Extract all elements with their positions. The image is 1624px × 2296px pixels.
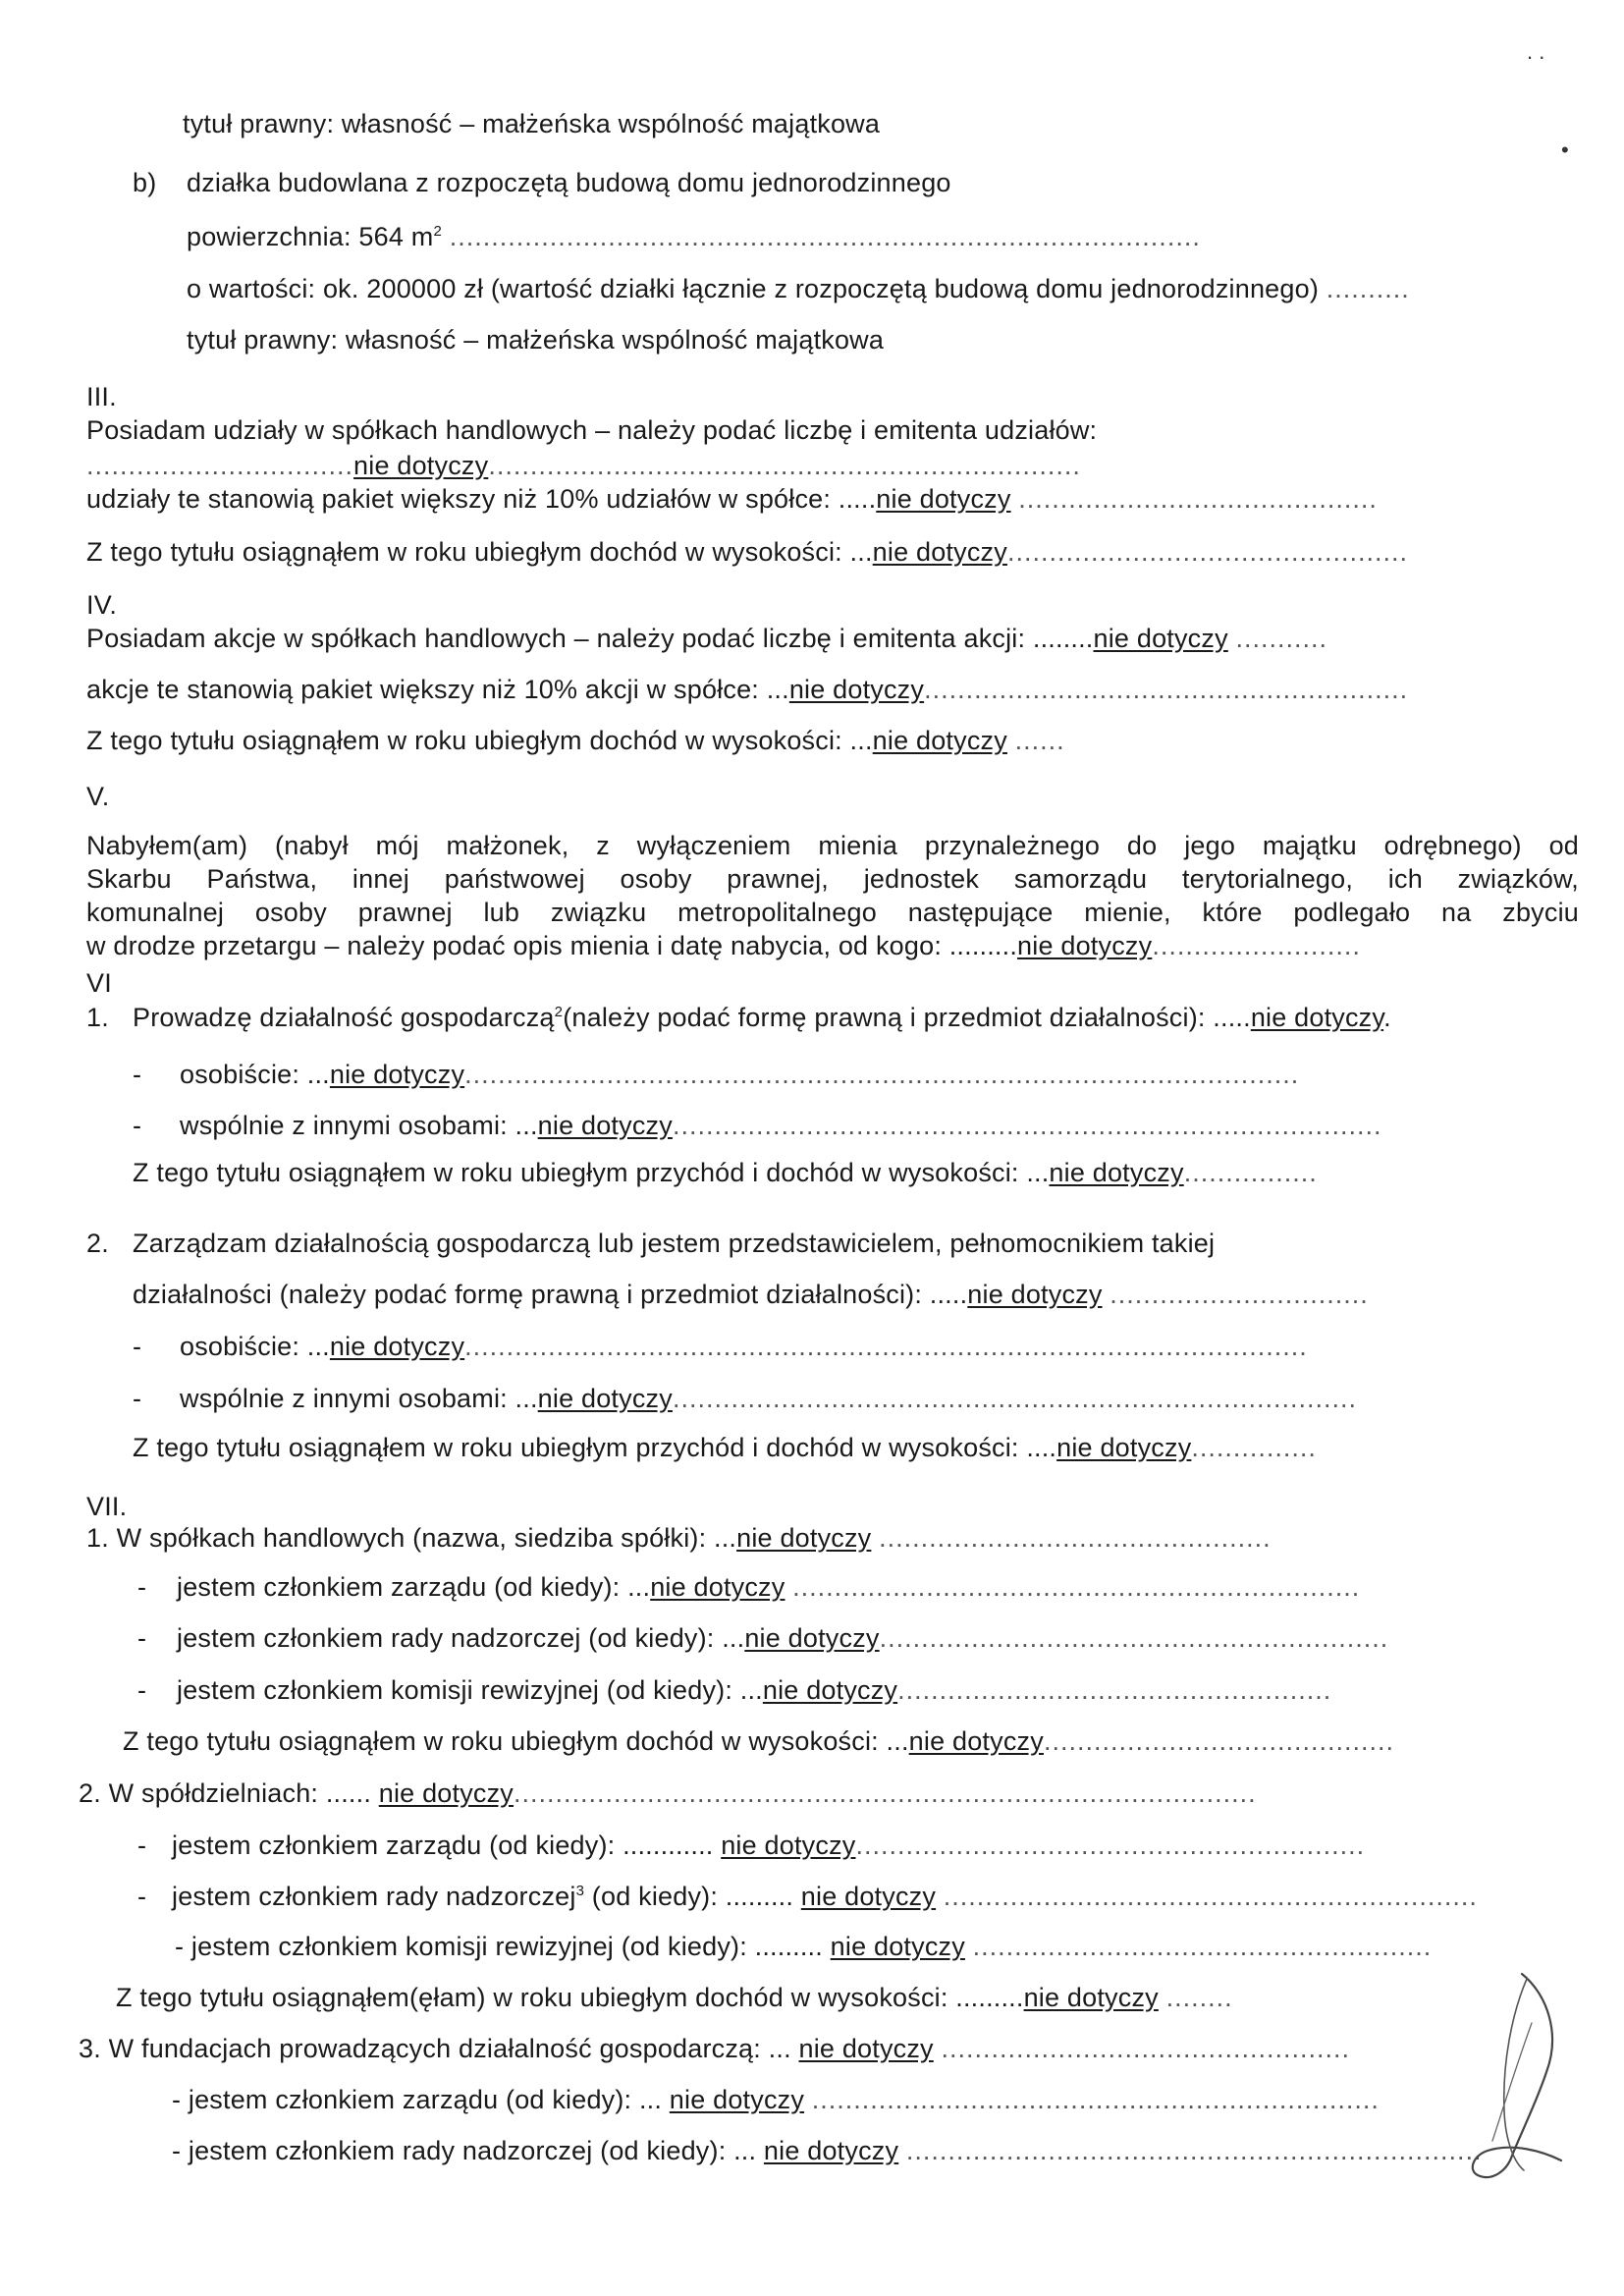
dash: - bbox=[137, 1623, 147, 1653]
section-7-foundations-supervisory: - jestem członkiem rady nadzorczej (od kiedy): ... nie dotyczy ..................................................................... bbox=[172, 2136, 1483, 2165]
section-4-line3: Z tego tytułu osiągnąłem w roku ubiegłym dochód w wysokości: ...nie dotyczy ...... bbox=[86, 726, 1065, 755]
dash: - bbox=[137, 1831, 147, 1860]
section-4-line1: Posiadam akcje w spółkach handlowych – należy podać liczbę i emitenta akcji: ........nie dotyczy ........... bbox=[86, 624, 1328, 653]
section-3-line1: Posiadam udziały w spółkach handlowych – należy podać liczbę i emitenta udziałów: bbox=[86, 415, 1098, 445]
scan-mark: • bbox=[1561, 137, 1569, 162]
title-right-line-2: tytuł prawny: własność – małżeńska wspólność majątkowa bbox=[187, 325, 885, 355]
title-right-line: tytuł prawny: własność – małżeńska wspólność majątkowa bbox=[183, 109, 881, 138]
section-6-income: Z tego tytułu osiągnąłem w roku ubiegłym przychód i dochód w wysokości: ...nie dotyczy................ bbox=[133, 1158, 1318, 1187]
section-7-companies-supervisory: jestem członkiem rady nadzorczej (od kiedy): ...nie dotyczy............................................................. bbox=[177, 1623, 1389, 1653]
dash: - bbox=[133, 1111, 142, 1140]
section-7-coop-board: jestem członkiem zarządu (od kiedy): ............ nie dotyczy............................................................. bbox=[172, 1831, 1366, 1860]
section-6-item1-num: 1. bbox=[86, 1003, 109, 1032]
section-3-line2: ................................nie dotyczy....................................................................... bbox=[86, 451, 1081, 480]
section-6-item2-num: 2. bbox=[86, 1229, 109, 1258]
section-7-companies: 1. W spółkach handlowych (nazwa, siedziba spółki): ...nie dotyczy ............................................... bbox=[86, 1523, 1272, 1553]
section-7-companies-audit: jestem członkiem komisji rewizyjnej (od kiedy): ...nie dotyczy.................................................... bbox=[177, 1675, 1332, 1705]
scan-mark: . . bbox=[1527, 39, 1545, 64]
section-5-para-4: w drodze przetargu – należy podać opis mienia i datę nabycia, od kogo: .........nie dotyczy......................... bbox=[86, 931, 1361, 960]
section-5-heading: V. bbox=[86, 782, 110, 811]
dash: - bbox=[133, 1384, 142, 1413]
section-7-coop-supervisory: jestem członkiem rady nadzorczej$^3$ (od kiedy): ......... nie dotyczy ................................................................ bbox=[172, 1882, 1478, 1911]
section-6-item1: Prowadzę działalność gospodarczą$^2$(należy podać formę prawną i przedmiot działalności): .....nie dotyczy. bbox=[133, 1003, 1391, 1032]
section-7-companies-income: Z tego tytułu osiągnąłem w roku ubiegłym dochód w wysokości: ...nie dotyczy.......................................... bbox=[123, 1726, 1395, 1756]
handwritten-signature bbox=[1453, 1964, 1581, 2190]
section-5-para-1: Nabyłem(am) (nabył mój małżonek, z wyłączeniem mienia przynależnego do jego majątku odrębnego) od bbox=[86, 831, 1579, 860]
value-line: o wartości: ok. 200000 zł (wartość działki łącznie z rozpoczętą budową domu jednorodzinnego) .......... bbox=[187, 274, 1410, 303]
section-7-coop-audit: - jestem członkiem komisji rewizyjnej (od kiedy): ......... nie dotyczy ....................................................... bbox=[175, 1932, 1433, 1961]
section-6-jointly-2: wspólnie z innymi osobami: ...nie dotyczy.................................................................................. bbox=[180, 1384, 1358, 1413]
area-line: powierzchnia: 564 $m^2$ .......................................................................................... bbox=[187, 222, 1201, 251]
section-6-personal: osobiście: ...nie dotyczy.................................................................................................... bbox=[180, 1060, 1300, 1089]
section-6-heading: VI bbox=[86, 968, 112, 998]
dash: - bbox=[133, 1060, 142, 1089]
item-b-label: b) bbox=[133, 168, 157, 197]
item-b-text: działka budowlana z rozpoczętą budową domu jednorodzinnego bbox=[187, 168, 951, 197]
section-5-para-2: Skarbu Państwa, innej państwowej osoby prawnej, jednostek samorządu terytorialnego, ich związków, bbox=[86, 864, 1579, 894]
section-5-para-3: komunalnej osoby prawnej lub związku metropolitalnego następujące mienie, które podlegało na zbyciu bbox=[86, 898, 1579, 927]
section-7-companies-board: jestem członkiem zarządu (od kiedy): ...nie dotyczy .................................................................... bbox=[177, 1572, 1361, 1602]
section-6-item2: Zarządzam działalnością gospodarczą lub jestem przedstawicielem, pełnomocnikiem takiej bbox=[133, 1229, 1216, 1258]
section-6-income-2: Z tego tytułu osiągnąłem w roku ubiegłym przychód i dochód w wysokości: ....nie dotyczy............... bbox=[133, 1433, 1317, 1462]
section-7-coop-income: Z tego tytułu osiągnąłem(ęłam) w roku ubiegłym dochód w wysokości: .........nie dotyczy ........ bbox=[116, 1983, 1233, 2012]
dash: - bbox=[137, 1572, 147, 1602]
dash: - bbox=[133, 1332, 142, 1361]
section-3-line4: Z tego tytułu osiągnąłem w roku ubiegłym dochód w wysokości: ...nie dotyczy................................................ bbox=[86, 537, 1409, 567]
section-6-jointly: wspólnie z innymi osobami: ...nie dotyczy..................................................................................... bbox=[180, 1111, 1382, 1140]
section-3-heading: III. bbox=[86, 382, 117, 411]
section-4-heading: IV. bbox=[86, 590, 118, 620]
section-7-foundations-board: - jestem członkiem zarządu (od kiedy): ... nie dotyczy .................................................................... bbox=[172, 2085, 1380, 2114]
dash: - bbox=[137, 1675, 147, 1705]
section-4-line2: akcje te stanowią pakiet większy niż 10% akcji w spółce: ...nie dotyczy.......................................................... bbox=[86, 675, 1409, 704]
section-6-item2-line2: działalności (należy podać formę prawną i przedmiot działalności): .....nie dotyczy ............................... bbox=[133, 1280, 1369, 1309]
section-6-personal-2: osobiście: ...nie dotyczy..................................................................................................... bbox=[180, 1332, 1308, 1361]
dash: - bbox=[137, 1882, 147, 1911]
section-7-foundations: 3. W fundacjach prowadzących działalność gospodarczą: ... nie dotyczy ................................................. bbox=[79, 2034, 1351, 2063]
section-7-cooperatives: 2. W spółdzielniach: ...... nie dotyczy......................................................................................... bbox=[79, 1778, 1257, 1808]
section-7-heading: VII. bbox=[86, 1492, 128, 1521]
section-3-line3: udziały te stanowią pakiet większy niż 10% udziałów w spółce: .....nie dotyczy ........................................... bbox=[86, 484, 1378, 514]
